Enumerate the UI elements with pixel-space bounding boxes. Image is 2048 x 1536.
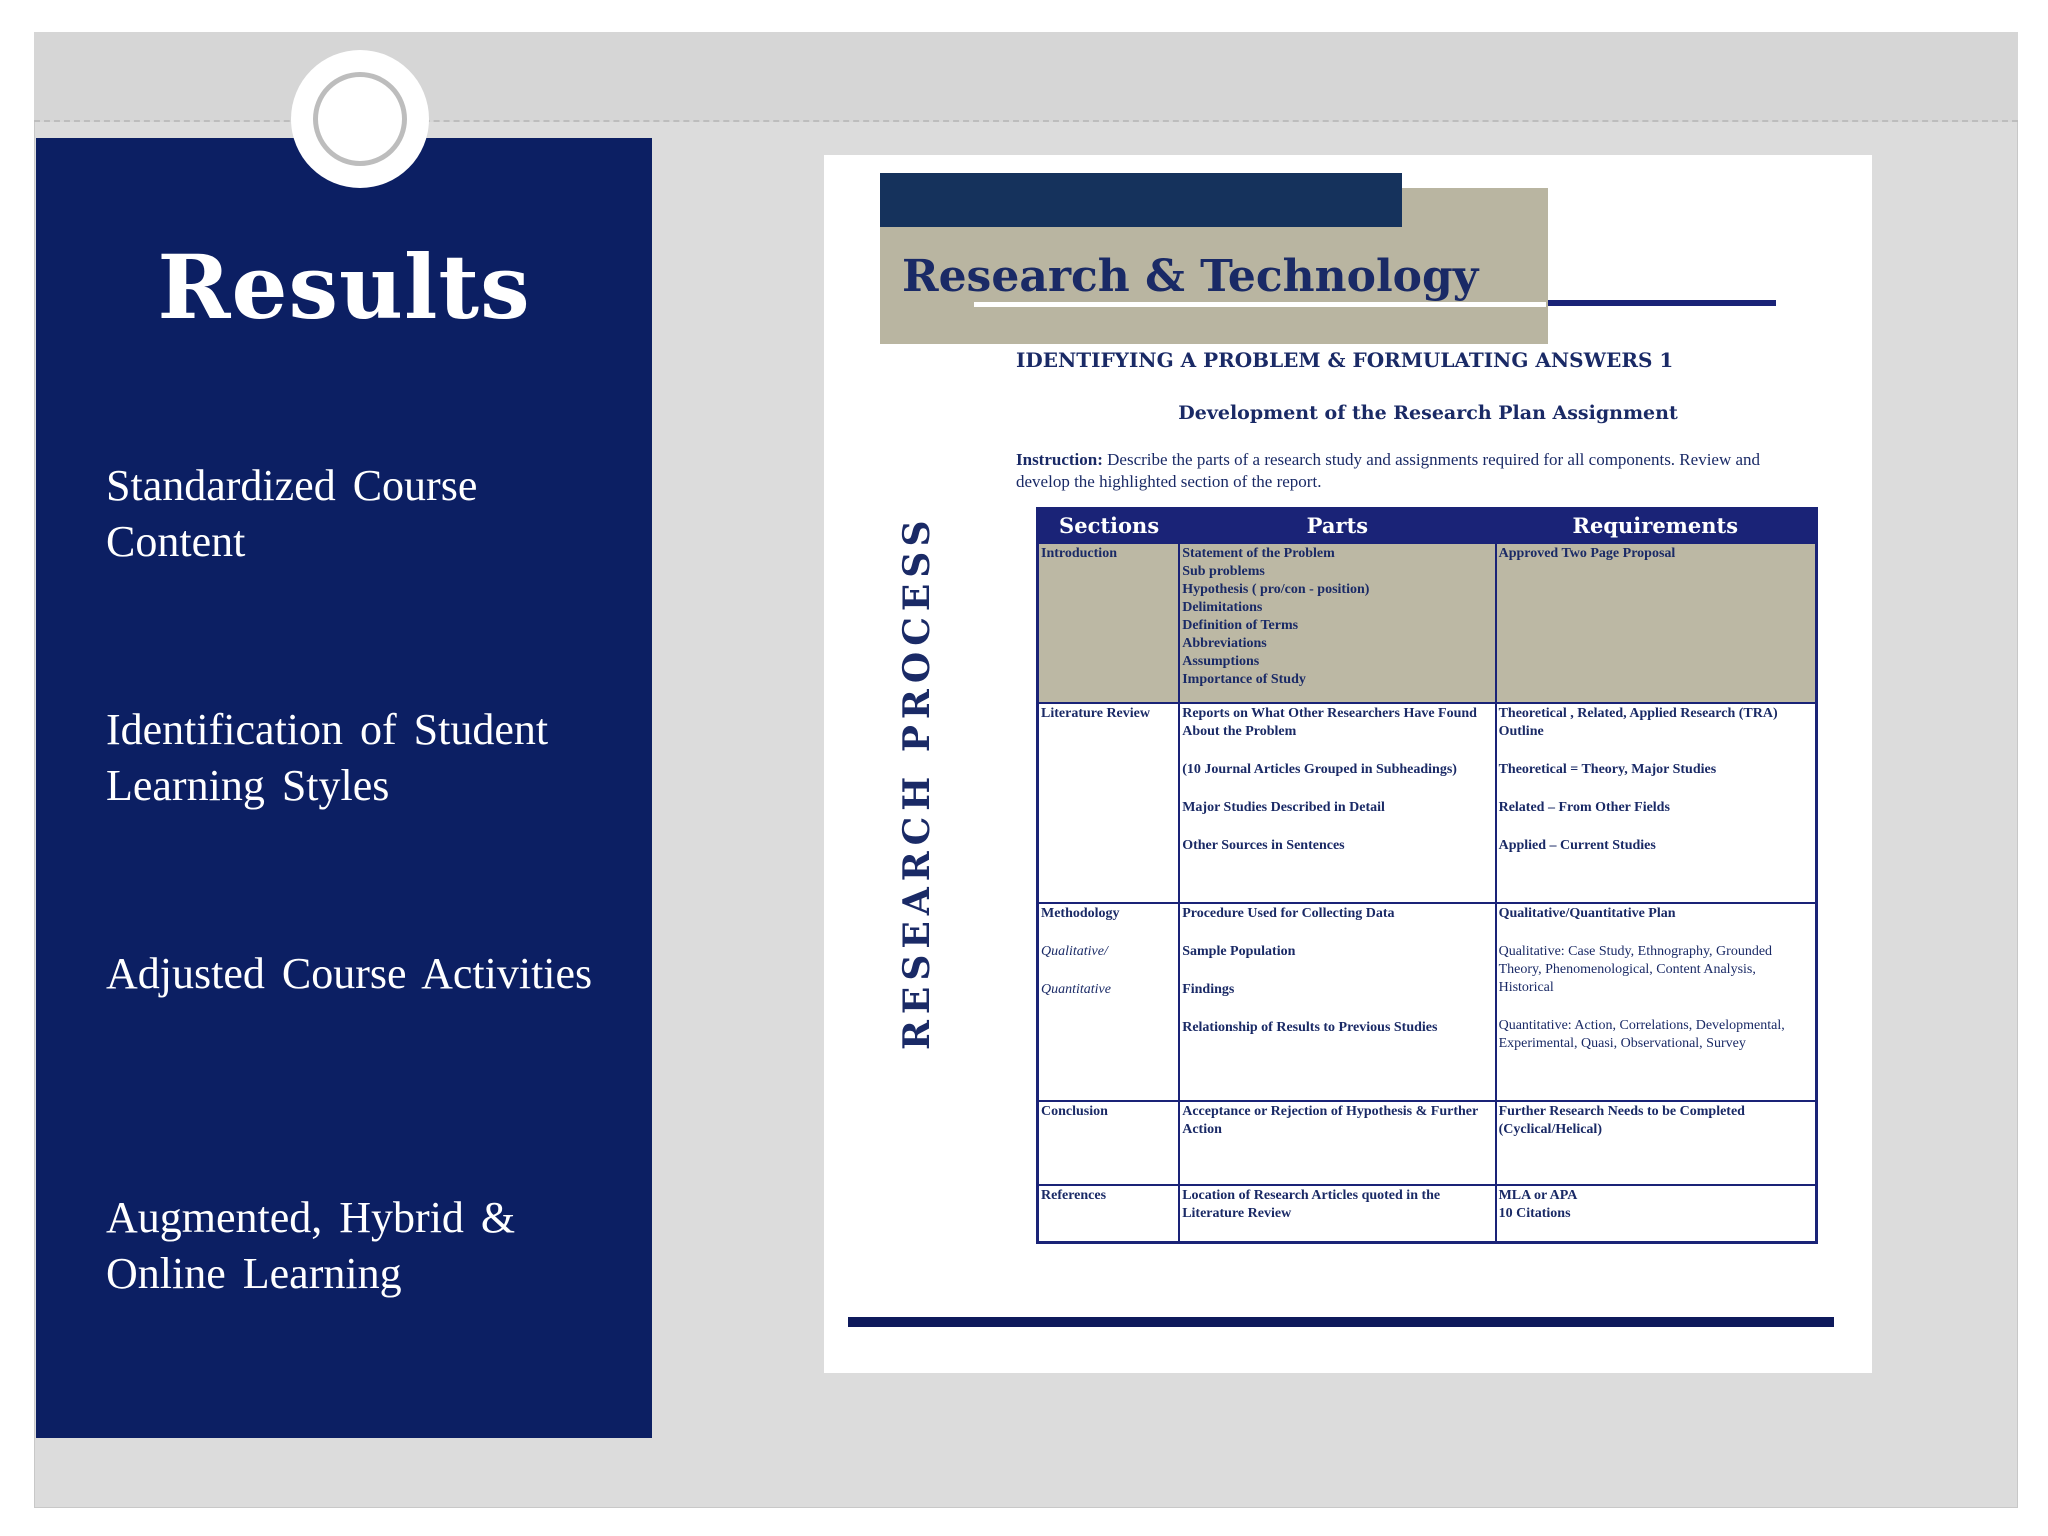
parts-cell — [1179, 1185, 1495, 1243]
part-item: Reports on What Other Researchers Have Found About the Problem — [1182, 705, 1477, 739]
part-item: Sub problems — [1182, 563, 1265, 579]
bullet-item: Standardized Course Content — [106, 461, 478, 566]
bullet-item: Augmented, Hybrid & Online Learning — [106, 1193, 516, 1298]
table-row — [1038, 1185, 1817, 1243]
cell-spacer — [1041, 923, 1176, 943]
instruction-text — [1016, 449, 1776, 493]
part-item: Procedure Used for Collecting Data — [1182, 905, 1395, 921]
requirements-cell — [1496, 543, 1817, 703]
part-item: Delimitations — [1182, 599, 1263, 615]
section-subtype: Quantitative — [1041, 981, 1111, 997]
bullet-item: Adjusted Course Activities — [106, 949, 593, 998]
requirement-item: MLA or APA — [1498, 1187, 1578, 1203]
requirements-cell — [1496, 1101, 1817, 1185]
decorative-ring-inner — [313, 72, 407, 166]
document-image — [824, 155, 1872, 1373]
part-item: Abbreviations — [1182, 635, 1267, 651]
section-name: References — [1041, 1187, 1107, 1203]
header-underline — [974, 302, 1546, 307]
parts-cell — [1179, 1101, 1495, 1185]
part-item: Findings — [1182, 981, 1235, 997]
section-name: Introduction — [1041, 545, 1117, 561]
part-item: Hypothesis ( pro/con - position) — [1182, 581, 1370, 597]
part-item: Assumptions — [1182, 653, 1260, 669]
part-item: Sample Population — [1182, 943, 1296, 959]
part-item: (10 Journal Articles Grouped in Subheadings) — [1182, 761, 1457, 777]
parts-cell — [1179, 903, 1495, 1101]
section-subtype: Qualitative/ — [1041, 943, 1108, 959]
requirement-item: Qualitative/Quantitative Plan — [1498, 905, 1676, 921]
part-item: Relationship of Results to Previous Studies — [1182, 1019, 1438, 1035]
requirement-item: Qualitative: Case Study, Ethnography, Grounded Theory, Phenomenological, Content Analysis, Historical — [1498, 943, 1773, 995]
research-process-table — [1036, 507, 1818, 1244]
instruction-body: Describe the parts of a research study and assignments required for all components. Review and develop the highlighted section of the report. — [1016, 450, 1761, 491]
document-subtitle: IDENTIFYING A PROBLEM & FORMULATING ANSWERS 1 — [1016, 348, 1674, 372]
part-item: Other Sources in Sentences — [1182, 837, 1345, 853]
part-item: Location of Research Articles quoted in the Literature Review — [1182, 1187, 1441, 1221]
requirement-item: Quantitative: Action, Correlations, Developmental, Experimental, Quasi, Observational, Survey — [1498, 1017, 1785, 1051]
header-rule — [1548, 300, 1776, 306]
requirement-item: Theoretical = Theory, Major Studies — [1498, 761, 1717, 777]
parts-cell — [1179, 543, 1495, 703]
table-row — [1038, 703, 1817, 903]
part-item: Acceptance or Rejection of Hypothesis & Further Action — [1182, 1103, 1478, 1137]
section-cell — [1038, 703, 1180, 903]
document-header-title: Research & Technology — [902, 251, 1479, 302]
part-item: Importance of Study — [1182, 671, 1306, 687]
section-name: Methodology — [1041, 905, 1120, 921]
parts-cell — [1179, 703, 1495, 903]
requirement-item: 10 Citations — [1498, 1205, 1571, 1221]
requirements-cell — [1496, 1185, 1817, 1243]
slide-title: Results — [157, 235, 531, 339]
table-row — [1038, 1101, 1817, 1185]
table-header-sections: Sections — [1038, 509, 1180, 543]
bullet-item: Identification of Student Learning Styles — [106, 705, 549, 810]
cell-spacer — [1041, 961, 1176, 981]
part-item: Major Studies Described in Detail — [1182, 799, 1385, 815]
requirement-item: Approved Two Page Proposal — [1498, 545, 1676, 561]
section-cell — [1038, 1101, 1180, 1185]
requirement-item: Related – From Other Fields — [1498, 799, 1670, 815]
requirement-item: Further Research Needs to be Completed (Cyclical/Helical) — [1498, 1103, 1745, 1137]
part-item: Statement of the Problem — [1182, 545, 1335, 561]
assignment-title: Development of the Research Plan Assignment — [1178, 402, 1678, 424]
section-cell — [1038, 1185, 1180, 1243]
part-item: Definition of Terms — [1182, 617, 1299, 633]
section-name: Literature Review — [1041, 705, 1150, 721]
requirements-cell — [1496, 903, 1817, 1101]
requirements-cell — [1496, 703, 1817, 903]
instruction-label: Instruction: — [1016, 450, 1103, 469]
section-name: Conclusion — [1041, 1103, 1108, 1119]
requirement-item: Theoretical , Related, Applied Research (TRA) Outline — [1498, 705, 1778, 739]
section-cell — [1038, 543, 1180, 703]
table-row — [1038, 543, 1817, 703]
table-header-requirements: Requirements — [1496, 509, 1817, 543]
section-cell — [1038, 903, 1180, 1101]
header-dark-block — [880, 173, 1402, 227]
table-row — [1038, 903, 1817, 1101]
document-footer-rule — [848, 1317, 1834, 1327]
requirement-item: Applied – Current Studies — [1498, 837, 1656, 853]
table-header-parts: Parts — [1179, 509, 1495, 543]
research-process-label: RESEARCH PROCESS — [896, 514, 938, 1050]
